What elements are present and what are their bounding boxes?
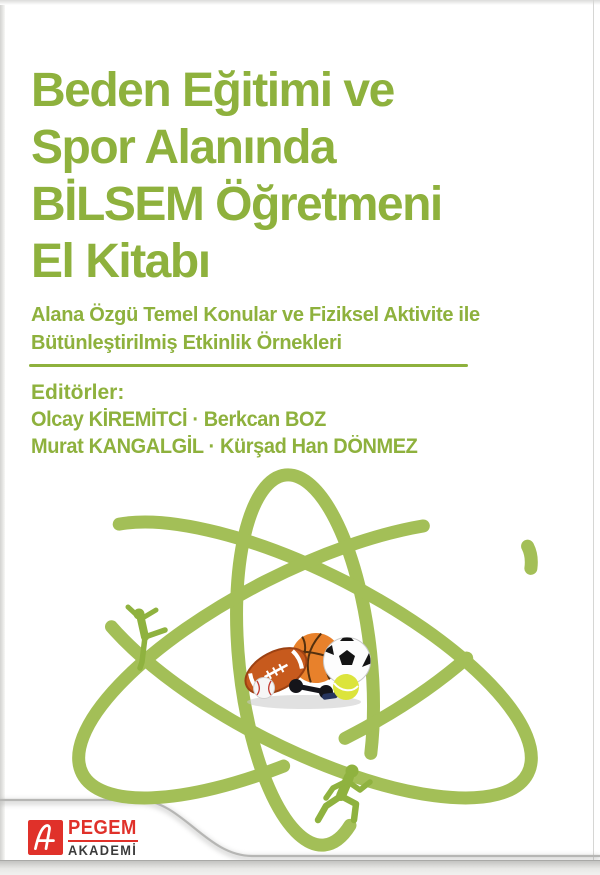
title-line-2: Spor Alanında: [31, 121, 336, 174]
editors-line-1: Olcay KİREMİTCİ · Berkcan BOZ: [31, 408, 326, 431]
tennis-ball-icon: [333, 674, 359, 700]
editors-label: Editörler:: [31, 381, 125, 404]
pegem-a-icon: [28, 820, 63, 855]
atom-orbits-icon: [0, 455, 600, 875]
pegem-akademi-logo: [28, 818, 143, 858]
divider-line: [29, 364, 468, 367]
cover-top-edge: [0, 0, 600, 5]
publisher-name-sub: AKADEMİ: [68, 843, 138, 858]
book-subtitle: [31, 301, 480, 357]
title-line-3: BİLSEM Öğretmeni: [31, 178, 442, 231]
subtitle-line-1: Alana Özgü Temel Konular ve Fiziksel Aktivite ile: [31, 304, 480, 326]
sports-equipment-cluster: [238, 628, 372, 709]
editors-line-2: Murat KANGALGİL · Kürşad Han DÖNMEZ: [31, 435, 418, 458]
book-title: [31, 62, 442, 290]
baseball-icon: [254, 678, 275, 699]
publisher-name: [68, 818, 143, 858]
title-line-4: El Kitabı: [31, 235, 210, 288]
title-line-1: Beden Eğitimi ve: [31, 64, 394, 117]
logo-divider: [68, 840, 138, 842]
subtitle-line-2: Bütünleştirilmiş Etkinlik Örnekleri: [31, 332, 342, 354]
publisher-name-main: PEGEM: [68, 817, 137, 839]
